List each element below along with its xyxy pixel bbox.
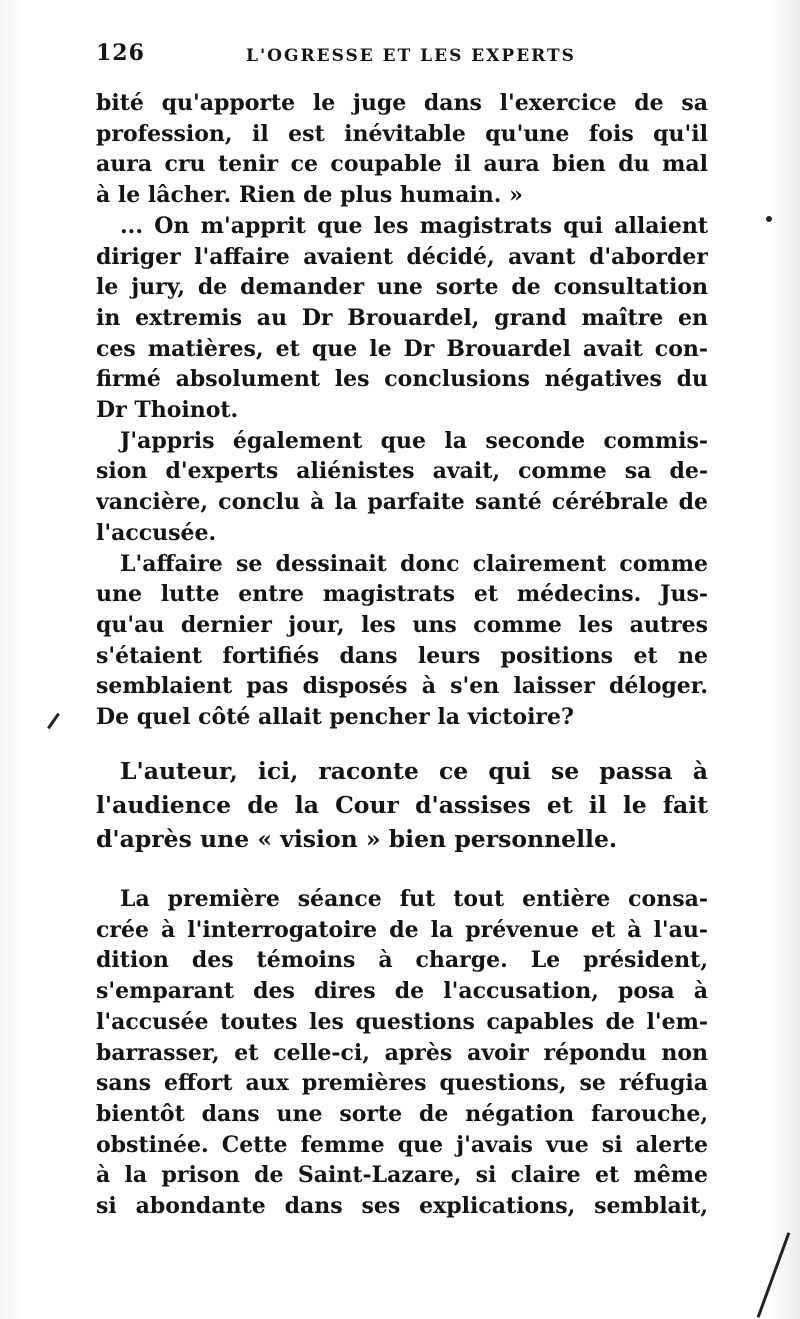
- text-line: bientôt dans une sorte de négation farouche,: [96, 1100, 708, 1127]
- page-number: 126: [96, 40, 145, 66]
- text-line: diriger l'affaire avaient décidé, avant d'aborder: [96, 243, 708, 270]
- text-block-top: [96, 88, 708, 733]
- text-line: l'accusée.: [96, 519, 217, 546]
- text-line: in extremis au Dr Brouardel, grand maître en: [96, 304, 708, 331]
- text-line: sion d'experts aliénistes avait, comme sa de-: [96, 458, 708, 485]
- text-line: sans effort aux premières questions, se réfugia: [96, 1070, 708, 1097]
- text-line: l'accusée toutes les questions capables de l'em-: [96, 1008, 708, 1035]
- text-line: s'emparant des dires de l'accusation, posa à: [96, 978, 708, 1005]
- text-line: si abondante dans ses explications, semblait,: [96, 1193, 708, 1220]
- text-line: d'après une « vision » bien personnelle.: [96, 825, 618, 853]
- text-line: à le lâcher. Rien de plus humain. »: [96, 182, 523, 209]
- text-line: bité qu'apporte le juge dans l'exercice de sa: [96, 90, 708, 116]
- text-line: obstinée. Cette femme que j'avais vue si alerte: [96, 1131, 708, 1158]
- page-header: [96, 40, 708, 80]
- text-line: l'audience de la Cour d'assises et il le fait: [96, 791, 708, 819]
- text-line: La première séance fut tout entière consa-: [120, 886, 708, 912]
- text-line: De quel côté allait pencher la victoire?: [96, 704, 574, 731]
- text-line: J'appris également que la seconde commis-: [120, 427, 708, 454]
- text-line: crée à l'interrogatoire de la prévenue et à l'au-: [96, 916, 708, 943]
- text-line: Dr Thoinot.: [96, 397, 239, 424]
- text-block-bottom: [96, 884, 708, 1222]
- text-line: semblaient pas disposés à s'en laisser déloger.: [96, 673, 708, 700]
- text-line: vancière, conclu à la parfaite santé cérébrale de: [96, 489, 708, 516]
- text-line: aura cru tenir ce coupable il aura bien du mal: [96, 151, 708, 178]
- scan-speck: [766, 216, 772, 222]
- text-line: profession, il est inévitable qu'une fois qu'il: [96, 120, 708, 147]
- text-line: barrasser, et celle-ci, après avoir répondu non: [96, 1039, 708, 1066]
- text-line: L'auteur, ici, raconte ce qui se passa à: [120, 757, 708, 785]
- text-line: s'étaient fortifiés dans leurs positions et ne: [96, 642, 708, 669]
- text-line: L'affaire se dessinait donc clairement comme: [120, 550, 708, 577]
- text-line: dition des témoins à charge. Le président,: [96, 947, 708, 974]
- text-line: firmé absolument les conclusions négatives du: [96, 366, 708, 393]
- scan-speck: [47, 713, 60, 729]
- author-interlude: [96, 754, 708, 856]
- text-line: à la prison de Saint-Lazare, si claire et même: [96, 1162, 708, 1189]
- text-line: ces matières, et que le Dr Brouardel avait con-: [96, 335, 708, 362]
- text-line: une lutte entre magistrats et médecins. Jus-: [96, 581, 708, 608]
- text-line: ... On m'apprit que les magistrats qui allaient: [120, 212, 708, 239]
- text-line: le jury, de demander une sorte de consultation: [96, 274, 708, 301]
- text-line: qu'au dernier jour, les uns comme les autres: [96, 611, 708, 638]
- scan-edge-mark: [757, 1232, 791, 1318]
- running-head: L'OGRESSE ET LES EXPERTS: [246, 46, 576, 66]
